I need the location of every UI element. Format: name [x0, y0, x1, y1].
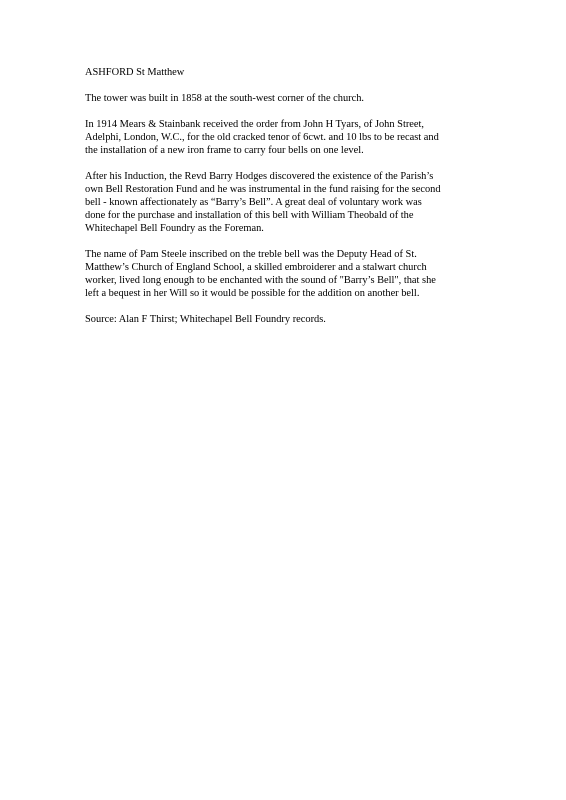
- paragraph-tower: [85, 92, 485, 105]
- paragraph-line: Whitechapel Bell Foundry as the Foreman.: [85, 223, 264, 234]
- paragraph-line: In 1914 Mears & Stainbank received the order from John H Tyars, of John Street,: [85, 119, 425, 130]
- paragraph-barrys-bell: [85, 170, 485, 235]
- paragraph-line: done for the purchase and installation of this bell with William Theobald of the: [85, 210, 414, 221]
- document-heading: ASHFORD St Matthew: [85, 67, 185, 78]
- paragraph-source: [85, 313, 485, 326]
- paragraph-line: bell - known affectionately as “Barry’s Bell”. A great deal of voluntary work was: [85, 197, 422, 208]
- paragraph-pam-steele: [85, 248, 485, 300]
- paragraph-line: Matthew’s Church of England School, a skilled embroiderer and a stalwart church: [85, 262, 427, 273]
- paragraph-1914-recast: [85, 118, 485, 157]
- paragraph-line: Adelphi, London, W.C., for the old cracked tenor of 6cwt. and 10 lbs to be recast and: [85, 132, 439, 143]
- paragraph-line: After his Induction, the Revd Barry Hodges discovered the existence of the Parish’s: [85, 171, 434, 182]
- paragraph-line: worker, lived long enough to be enchanted with the sound of "Barry’s Bell", that she: [85, 275, 436, 286]
- document-body: [85, 66, 485, 339]
- paragraph-line: the installation of a new iron frame to carry four bells on one level.: [85, 145, 364, 156]
- paragraph-line: The name of Pam Steele inscribed on the treble bell was the Deputy Head of St.: [85, 249, 417, 260]
- paragraph-line: own Bell Restoration Fund and he was instrumental in the fund raising for the second: [85, 184, 441, 195]
- paragraph-line: Source: Alan F Thirst; Whitechapel Bell Foundry records.: [85, 314, 326, 325]
- paragraph-line: The tower was built in 1858 at the south-west corner of the church.: [85, 93, 365, 104]
- paragraph-line: left a bequest in her Will so it would be possible for the addition on another bell.: [85, 288, 420, 299]
